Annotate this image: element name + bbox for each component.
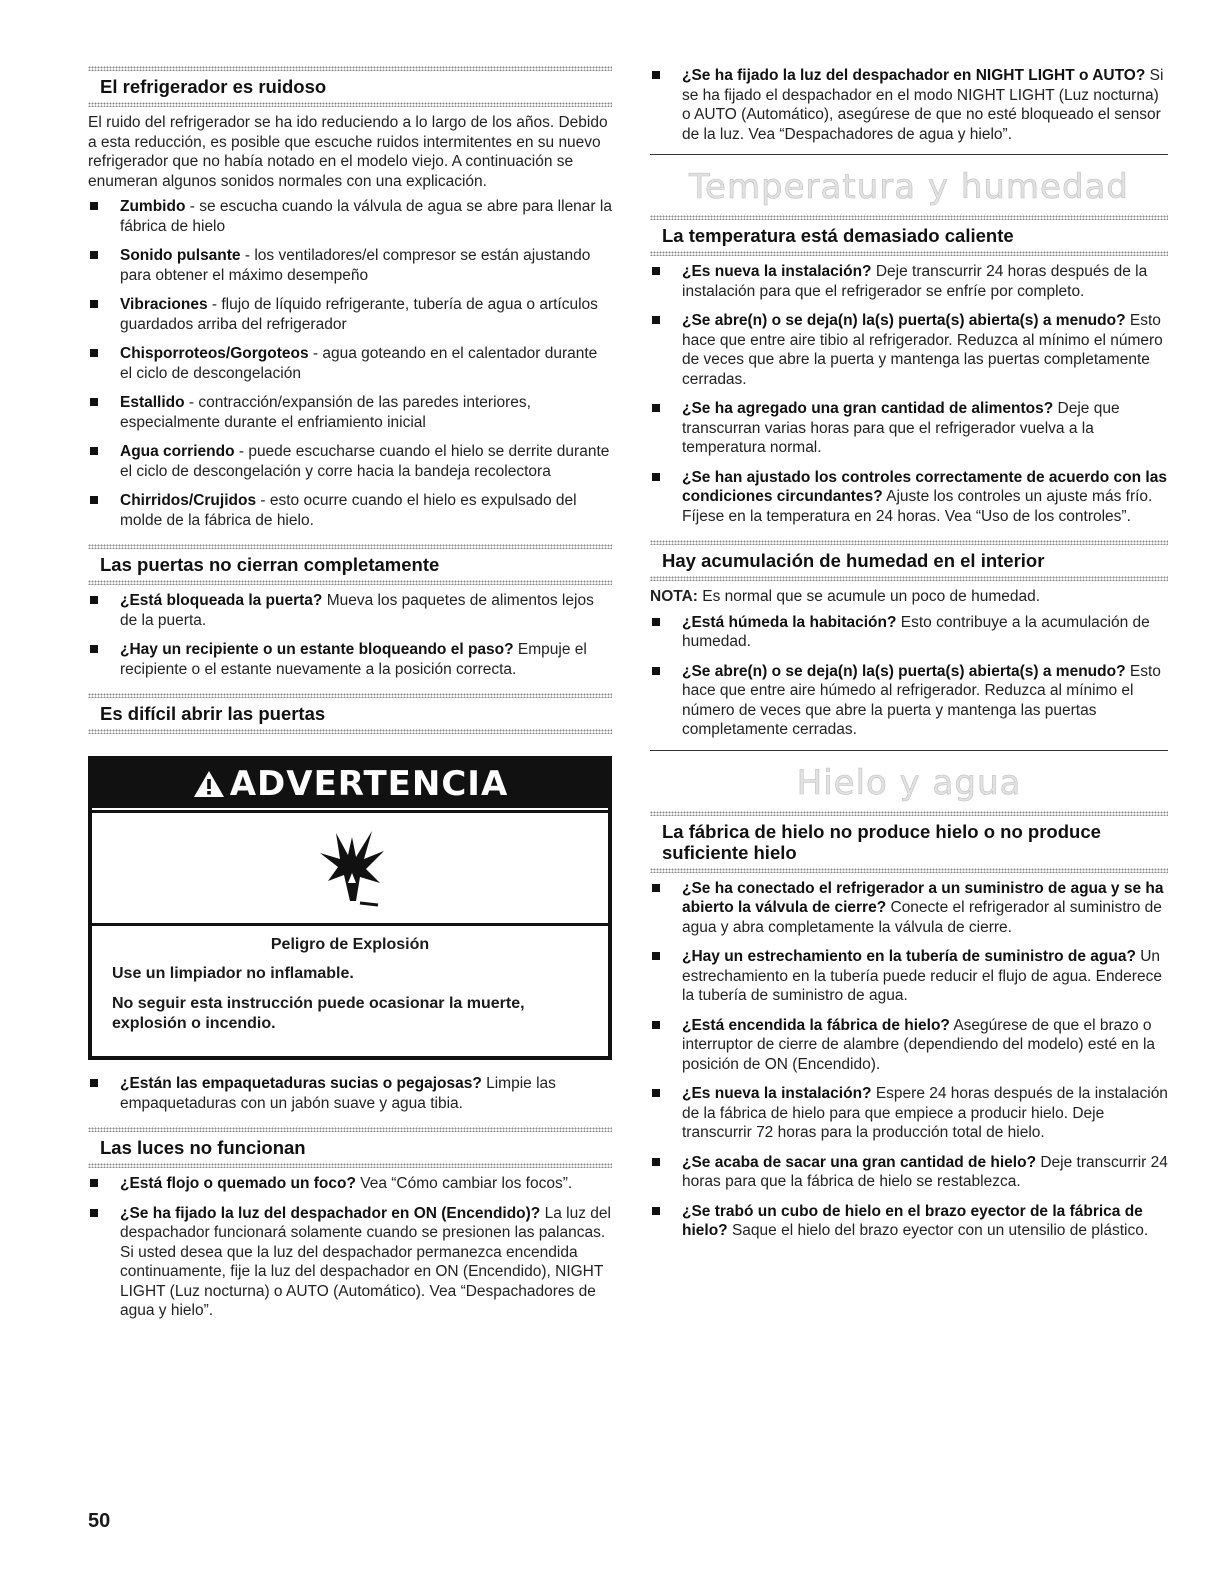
- item-text: Esto contribuye a la acumulación de humedad.: [682, 613, 1150, 650]
- item-term: ¿Se ha conectado el refrigerador a un suministro de agua y se ha abierto la válvula de cierre?: [682, 879, 1164, 916]
- list-item: [650, 468, 1168, 527]
- item-text: Un estrechamiento en la tubería puede reducir el flujo de agua. Enderece la tubería de suministro de agua.: [682, 948, 1162, 1004]
- item-text: Deje que transcurran varias horas para que el refrigerador vuelva a la temperatura normal.: [682, 400, 1120, 456]
- lights-list: [88, 1174, 612, 1321]
- section-title: El refrigerador es ruidoso: [100, 76, 327, 97]
- bullet-square-icon: [90, 496, 98, 504]
- item-text: Saque el hielo del brazo eyector con un utensilio de plástico.: [727, 1222, 1149, 1239]
- bullet-square-icon: [652, 884, 660, 892]
- noise-list: [88, 197, 612, 530]
- hazard-title: Peligro de Explosión: [270, 936, 430, 953]
- page-number: 50: [88, 1510, 111, 1532]
- item-term: ¿Se ha fijado la luz del despachador en ON (Encendido)?: [120, 1204, 541, 1222]
- dotted-rule: [650, 868, 1168, 873]
- section-header-lights: [88, 1127, 612, 1168]
- bullet-square-icon: [652, 1089, 660, 1097]
- bullet-square-icon: [652, 1021, 660, 1029]
- left-column: [88, 66, 612, 1331]
- bullet-square-icon: [652, 404, 660, 412]
- warning-instruction: Use un limpiador no inflamable.: [112, 965, 354, 982]
- item-text: Conecte el refrigerador al suministro de agua y abra completamente la válvula de cierre.: [682, 899, 1162, 936]
- item-term: Zumbido: [120, 198, 186, 215]
- warning-title: ADVERTENCIA: [229, 764, 509, 804]
- intro-paragraph: El ruido del refrigerador se ha ido reduciendo a lo largo de los años. Debido a esta reducción, es posible que escuche ruidos intermitentes en su nuevo refrigerador que no había notado en el modelo viejo. A continuación se enumeran algunos sonidos normales con una explicación.: [88, 114, 608, 190]
- item-term: Chirridos/Crujidos: [120, 492, 257, 509]
- item-term: ¿Es nueva la instalación?: [682, 1085, 872, 1102]
- dotted-rule: [650, 251, 1168, 256]
- bullet-square-icon: [652, 71, 660, 79]
- bullet-square-icon: [652, 618, 660, 626]
- note-label: NOTA:: [650, 588, 698, 605]
- dotted-rule: [650, 576, 1168, 581]
- note-paragraph: [650, 587, 1168, 607]
- bullet-square-icon: [90, 251, 98, 259]
- list-item: [88, 442, 612, 481]
- section-title: La fábrica de hielo no produce hielo o no produce suficiente hielo: [662, 820, 1101, 863]
- item-text: La luz del despachador funcionará solamente cuando se presionen las palancas. Si usted desea que la luz del despachador permanezca encendida continuamente, fije la luz del despachador en ON (Encendido), NIGHT LIGHT (Luz nocturna) o AUTO (Automático). Vea “Despachadores de agua y hielo”.: [120, 1204, 611, 1319]
- ice-maker-list: [650, 879, 1168, 1241]
- item-term: ¿Están las empaquetaduras sucias o pegajosas?: [120, 1075, 482, 1092]
- list-item: [650, 1202, 1168, 1241]
- bullet-square-icon: [90, 1079, 98, 1087]
- section-title: Hay acumulación de humedad en el interior: [662, 550, 1045, 571]
- too-warm-list: [650, 262, 1168, 526]
- section-title: Las luces no funcionan: [100, 1137, 306, 1158]
- list-item: [88, 591, 612, 630]
- bullet-square-icon: [90, 1209, 98, 1217]
- list-item: [88, 246, 612, 285]
- item-text: - puede escucharse cuando el hielo se derrite durante el ciclo de descongelación y corre hacia la bandeja recolectora: [120, 443, 610, 480]
- list-item: [88, 295, 612, 334]
- warning-box: [88, 756, 612, 1060]
- explosion-icon-area: [92, 810, 608, 926]
- dotted-rule: [88, 729, 612, 734]
- item-term: ¿Se trabó un cubo de hielo en el brazo eyector de la fábrica de hielo?: [682, 1202, 1143, 1239]
- section-header-doors: [88, 544, 612, 585]
- item-term: ¿Se abre(n) o se deja(n) la(s) puerta(s) abierta(s) a menudo?: [682, 312, 1126, 329]
- list-item: [88, 1074, 612, 1113]
- bullet-square-icon: [652, 316, 660, 324]
- item-text: Vea “Cómo cambiar los focos”.: [355, 1175, 573, 1192]
- bullet-square-icon: [652, 667, 660, 675]
- dotted-rule: [88, 1163, 612, 1168]
- item-term: Estallido: [120, 394, 185, 411]
- moisture-list: [650, 613, 1168, 740]
- warning-consequence: No seguir esta instrucción puede ocasionar la muerte, explosión o incendio.: [112, 995, 525, 1032]
- section-header-too-warm: [650, 215, 1168, 256]
- item-text: Espere 24 horas después de la instalación de la fábrica de hielo para que empiece a producir hielo. Deje transcurrir 72 horas para la producción total de hielo.: [682, 1085, 1168, 1141]
- item-text: - agua goteando en el calentador durante el ciclo de descongelación: [120, 345, 598, 382]
- warning-triangle-icon: [192, 769, 226, 799]
- item-text: - contracción/expansión de las paredes interiores, especialmente durante el enfriamiento inicial: [120, 394, 531, 431]
- item-text: - flujo de líquido refrigerante, tubería de agua o artículos guardados arriba del refrigerador: [120, 296, 598, 333]
- item-term: ¿Se ha agregado una gran cantidad de alimentos?: [682, 400, 1054, 417]
- item-term: ¿Está bloqueada la puerta?: [120, 592, 323, 609]
- bullet-square-icon: [652, 267, 660, 275]
- section-header-moisture: [650, 540, 1168, 581]
- item-term: ¿Se abre(n) o se deja(n) la(s) puerta(s) abierta(s) a menudo?: [682, 662, 1126, 680]
- item-text: Esto hace que entre aire húmedo al refrigerador. Reduzca al mínimo el número de veces que abre la puerta y mantenga las puertas completamente cerradas.: [682, 662, 1161, 738]
- bullet-square-icon: [90, 645, 98, 653]
- explosion-icon: [300, 823, 400, 913]
- section-header-ice-maker: [650, 811, 1168, 873]
- item-text: Limpie las empaquetaduras con un jabón suave y agua tibia.: [120, 1075, 556, 1112]
- list-item: [650, 879, 1168, 938]
- item-term: ¿Es nueva la instalación?: [682, 263, 872, 280]
- bullet-square-icon: [652, 952, 660, 960]
- bullet-square-icon: [652, 1207, 660, 1215]
- item-text: - se escucha cuando la válvula de agua se abre para llenar la fábrica de hielo: [120, 198, 612, 235]
- list-item: [650, 311, 1168, 389]
- bullet-square-icon: [90, 349, 98, 357]
- item-term: Sonido pulsante: [120, 247, 241, 264]
- lights-cont-list: [650, 66, 1168, 144]
- list-item: [88, 344, 612, 383]
- list-item: [650, 262, 1168, 301]
- list-item: [88, 393, 612, 432]
- item-term: ¿Hay un recipiente o un estante bloqueando el paso?: [120, 641, 514, 658]
- category-heading-temperature: Temperatura y humedad: [689, 167, 1129, 207]
- list-item: [650, 1084, 1168, 1143]
- list-item: [88, 640, 612, 679]
- item-term: ¿Está flojo o quemado un foco?: [120, 1175, 356, 1192]
- item-text: Si se ha fijado el despachador en el modo NIGHT LIGHT (Luz nocturna) o AUTO (Automático), asegúrese de que no esté bloqueado el sensor de la luz. Vea “Despachadores de agua y hielo”.: [682, 67, 1164, 143]
- section-title: Es difícil abrir las puertas: [100, 703, 326, 724]
- item-text: Empuje el recipiente o el estante nuevamente a la posición correcta.: [120, 641, 587, 678]
- gaskets-list: [88, 1074, 612, 1113]
- item-text: Esto hace que entre aire tibio al refrigerador. Reduzca al mínimo el número de veces que abre la puerta y mantenga las puertas completamente cerradas.: [682, 312, 1163, 388]
- warning-header: [92, 760, 608, 808]
- item-text: Deje transcurrir 24 horas para que la fábrica de hielo se restablezca.: [682, 1153, 1168, 1190]
- bullet-square-icon: [90, 1179, 98, 1187]
- list-item: [650, 662, 1168, 740]
- item-term: ¿Hay un estrechamiento en la tubería de suministro de agua?: [682, 948, 1136, 965]
- list-item: [650, 947, 1168, 1006]
- item-text: - esto ocurre cuando el hielo es expulsado del molde de la fábrica de hielo.: [120, 492, 577, 529]
- doors-list: [88, 591, 612, 679]
- bullet-square-icon: [652, 1158, 660, 1166]
- item-term: Agua corriendo: [120, 443, 235, 460]
- list-item: [88, 1174, 612, 1194]
- item-term: ¿Está húmeda la habitación?: [682, 613, 897, 631]
- section-header-noisy: [88, 66, 612, 107]
- bullet-square-icon: [90, 596, 98, 604]
- item-text: Deje transcurrir 24 horas después de la instalación para que el refrigerador se enfríe por completo.: [682, 263, 1148, 300]
- list-item: [88, 1204, 612, 1321]
- section-title: La temperatura está demasiado caliente: [662, 225, 1014, 246]
- bullet-square-icon: [90, 300, 98, 308]
- list-item: [650, 1016, 1168, 1075]
- item-term: ¿Se acaba de sacar una gran cantidad de hielo?: [682, 1153, 1037, 1171]
- dotted-rule: [88, 580, 612, 585]
- list-item: [88, 197, 612, 236]
- section-title: Las puertas no cierran completamente: [100, 554, 440, 575]
- list-item: [88, 491, 612, 530]
- list-item: [650, 1153, 1168, 1192]
- item-term: ¿Está encendida la fábrica de hielo?: [682, 1016, 950, 1034]
- item-term: ¿Se han ajustado los controles correctamente de acuerdo con las condiciones circundantes?: [682, 468, 1167, 505]
- right-column: [650, 60, 1168, 1251]
- note-text: Es normal que se acumule un poco de humedad.: [697, 588, 1041, 605]
- bullet-square-icon: [90, 447, 98, 455]
- item-text: Asegúrese de que el brazo o interruptor de cierre de alambre (dependiendo del modelo) esté en la posición de ON (Encendido).: [682, 1016, 1156, 1073]
- item-term: Vibraciones: [120, 296, 208, 313]
- item-text: - los ventiladores/el compresor se están ajustando para obtener el máximo desempeño: [120, 247, 591, 284]
- bullet-square-icon: [90, 202, 98, 210]
- dotted-rule: [88, 102, 612, 107]
- section-header-hard-open: [88, 693, 612, 734]
- item-text: Ajuste los controles un ajuste más frío. Fíjese en la temperatura en 24 horas. Vea “Uso de los controles”.: [682, 488, 1153, 525]
- bullet-square-icon: [90, 398, 98, 406]
- category-heading-ice: Hielo y agua: [796, 762, 1022, 803]
- item-text: Mueva los paquetes de alimentos lejos de la puerta.: [120, 592, 594, 629]
- list-item: [650, 66, 1168, 144]
- list-item: [650, 399, 1168, 458]
- bullet-square-icon: [652, 473, 660, 481]
- list-item: [650, 613, 1168, 652]
- item-term: Chisporroteos/Gorgoteos: [120, 345, 309, 362]
- item-term: ¿Se ha fijado la luz del despachador en NIGHT LIGHT o AUTO?: [682, 67, 1146, 84]
